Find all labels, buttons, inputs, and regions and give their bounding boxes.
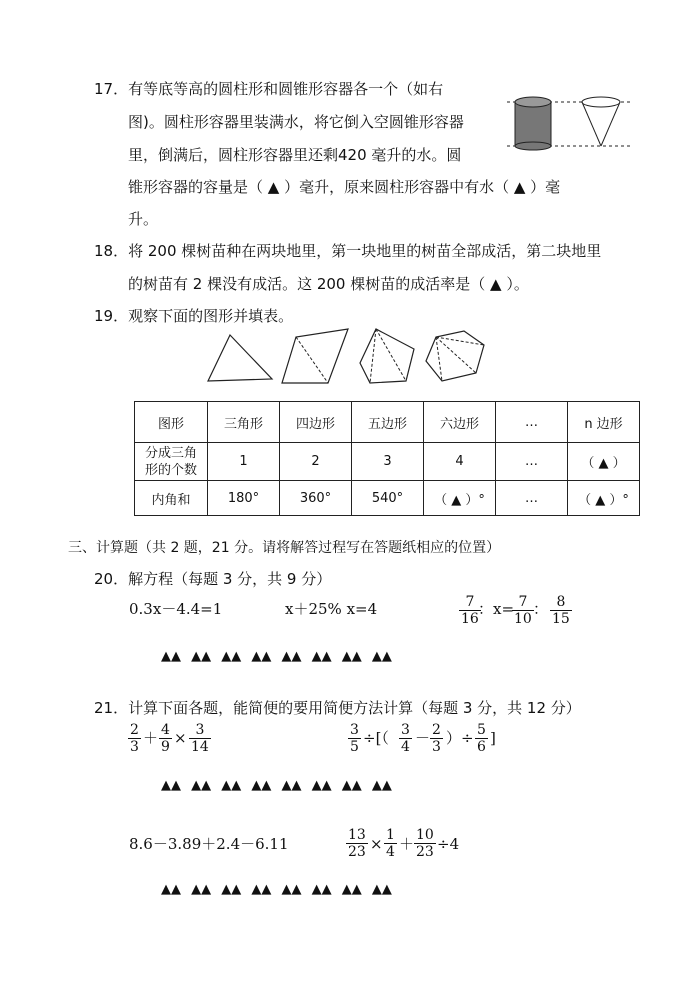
row-label-line-b: 形的个数 (144, 462, 197, 478)
answer-placeholders: ▲▲ ▲▲ ▲▲ ▲▲ ▲▲ ▲▲ ▲▲ ▲▲ (161, 649, 392, 664)
table-header-row (135, 402, 640, 443)
numerator: 4 (161, 722, 170, 738)
table-row-label (135, 443, 208, 481)
answer-placeholders: ▲▲ ▲▲ ▲▲ ▲▲ ▲▲ ▲▲ ▲▲ ▲▲ (161, 778, 392, 793)
denominator: 16 (461, 611, 479, 627)
denominator: 4 (386, 844, 395, 860)
numerator: 5 (477, 722, 486, 738)
fraction-8-15 (550, 594, 572, 627)
table-cell: 360° (280, 481, 352, 516)
table-cell: 180° (208, 481, 280, 516)
table-cell: （ ▲ ）° (424, 481, 496, 516)
fraction (475, 722, 488, 755)
denominator: 4 (401, 739, 410, 755)
cylinder-cone-figure (505, 88, 635, 152)
table-cell: … (496, 402, 568, 443)
q17-line4: 锥形容器的容量是（ ▲ ）毫升，原来圆柱形容器中有水（ ▲ ）毫 (128, 178, 561, 196)
table-row (135, 443, 640, 481)
q18-line1: 18．将 200 棵树苗种在两块地里，第一块地里的树苗全部成活，第二块地里 (94, 242, 602, 260)
fraction (399, 722, 412, 755)
table-cell: 四边形 (280, 402, 352, 443)
table-cell: 六边形 (424, 402, 496, 443)
q20-eq2: x＋25% x=4 (285, 600, 378, 618)
table-cell: n 边形 (568, 402, 640, 443)
q20-eq1: 0.3x－4.4=1 (129, 600, 223, 618)
numerator: 1 (386, 827, 395, 843)
table-row-label: 内角和 (135, 481, 208, 516)
operator: × (370, 835, 383, 853)
table-cell: 1 (208, 443, 280, 481)
q20-title: 20．解方程（每题 3 分，共 9 分） (94, 570, 332, 588)
numerator: 8 (556, 594, 566, 610)
polygon-figures (200, 323, 500, 385)
numerator: 2 (130, 722, 139, 738)
fraction (128, 722, 141, 755)
denominator: 23 (348, 844, 366, 860)
table-cell: 4 (424, 443, 496, 481)
q17-line2: 图)。圆柱形容器里装满水，将它倒入空圆锥形容器 (128, 113, 464, 131)
numerator: 3 (350, 722, 359, 738)
q21-title: 21．计算下面各题，能简便的要用简便方法计算（每题 3 分，共 12 分） (94, 699, 581, 717)
fraction (414, 827, 436, 860)
table-cell: （ ▲ ） (568, 443, 640, 481)
table-cell: 五边形 (352, 402, 424, 443)
q18-line2: 的树苗有 2 棵没有成活。这 200 棵树苗的成活率是（ ▲ ）。 (128, 275, 529, 293)
ratio-colon: ： (533, 600, 549, 618)
table-cell: 图形 (135, 402, 208, 443)
table-row (135, 481, 640, 516)
q21-p3: 8.6－3.89＋2.4－6.11 (129, 835, 289, 853)
numerator: 3 (195, 722, 205, 738)
denominator: 5 (350, 739, 359, 755)
fraction (159, 722, 172, 755)
table-cell: … (496, 443, 568, 481)
denominator: 3 (432, 739, 441, 755)
numerator: 3 (401, 722, 410, 738)
table-cell: 2 (280, 443, 352, 481)
denominator: 15 (552, 611, 570, 627)
operator: ] (490, 729, 496, 747)
table-cell: … (496, 481, 568, 516)
fill-table (134, 401, 640, 516)
numerator: 7 (465, 594, 475, 610)
denominator: 6 (477, 739, 486, 755)
numerator: 2 (432, 722, 441, 738)
operator: ＋ (143, 729, 159, 747)
q17-line5: 升。 (128, 210, 159, 228)
operator: ）÷ (446, 729, 474, 747)
fraction-7-10 (512, 594, 534, 627)
operator: ÷4 (437, 835, 460, 853)
fraction (346, 827, 368, 860)
fraction (189, 722, 211, 755)
denominator: 23 (416, 844, 434, 860)
q17-line3: 里，倒满后，圆柱形容器里还剩420 毫升的水。圆 (128, 146, 462, 164)
numerator: 7 (518, 594, 528, 610)
q17-line1: 17．有等底等高的圆柱形和圆锥形容器各一个（如右 (94, 80, 444, 98)
operator: ÷[（ (363, 729, 389, 747)
fraction (384, 827, 397, 860)
section3-title: 三、计算题（共 2 题，21 分。请将解答过程写在答题纸相应的位置） (68, 540, 501, 556)
denominator: 14 (191, 739, 209, 755)
row-label-line-a: 分成三角 (144, 445, 197, 461)
table-cell: 三角形 (208, 402, 280, 443)
fraction (430, 722, 443, 755)
operator: × (174, 729, 187, 747)
ratio-equals: ：x= (478, 600, 515, 618)
answer-placeholders: ▲▲ ▲▲ ▲▲ ▲▲ ▲▲ ▲▲ ▲▲ ▲▲ (161, 882, 392, 897)
table-cell: 540° (352, 481, 424, 516)
denominator: 9 (161, 739, 170, 755)
table-cell: （ ▲ ）° (568, 481, 640, 516)
q19-title: 19．观察下面的图形并填表。 (94, 307, 294, 325)
operator: ＋ (399, 835, 415, 853)
denominator: 3 (130, 739, 139, 755)
denominator: 10 (514, 611, 532, 627)
numerator: 10 (416, 827, 434, 843)
numerator: 13 (348, 827, 366, 843)
table-cell: 3 (352, 443, 424, 481)
fraction (348, 722, 361, 755)
operator: － (415, 729, 431, 747)
